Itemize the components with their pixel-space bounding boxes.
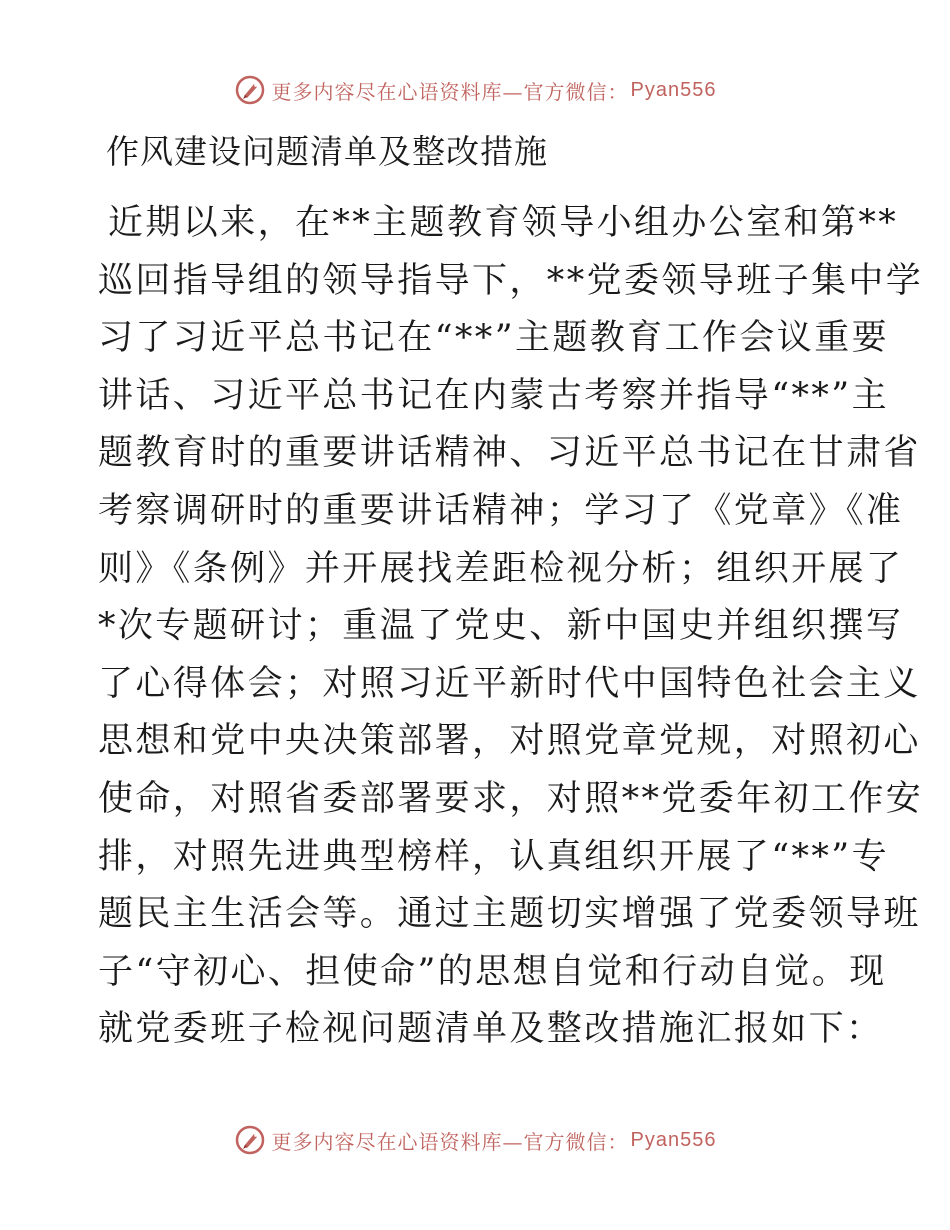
watermark-header: [0, 70, 950, 110]
pen-nib-logo-icon: [234, 74, 266, 106]
body-line: 题民主生活会等。通过主题切实增强了党委领导班: [98, 894, 921, 935]
body-line: 巡回指导组的领导指导下，**党委领导班子集中学: [98, 260, 924, 301]
body-line: 近期以来，在**主题教育领导小组办公室和第**: [108, 203, 899, 243]
watermark-text: 更多内容尽在心语资料库—官方微信：: [271, 79, 629, 104]
body-line: 排，对照先进典型榜样，认真组织开展了“**”专: [98, 836, 889, 877]
document-body: [98, 195, 924, 1059]
body-line: 则》《条例》并开展找差距检视分析；组织开展了: [98, 548, 904, 589]
watermark-text: 更多内容尽在心语资料库—官方微信：: [271, 1129, 629, 1154]
body-line: 习了习近平总书记在“**”主题教育工作会议重要: [98, 318, 889, 359]
watermark-footer: [0, 1120, 950, 1160]
body-line: 讲话、习近平总书记在内蒙古考察并指导“**”主: [98, 375, 889, 416]
watermark-wechat-id: Pyan556: [630, 1128, 717, 1151]
body-line: 子“守初心、担使命”的思想自觉和行动自觉。现: [98, 951, 887, 992]
body-line: 了心得体会；对照习近平新时代中国特色社会主义: [98, 663, 921, 704]
body-line: *次专题研讨；重温了党史、新中国史并组织撰写: [98, 606, 904, 647]
watermark-wechat-id: Pyan556: [630, 78, 717, 101]
body-line: 使命，对照省委部署要求，对照**党委年初工作安: [98, 778, 924, 819]
body-line: 考察调研时的重要讲话精神；学习了《党章》《准: [98, 490, 904, 531]
body-line: 题教育时的重要讲话精神、习近平总书记在甘肃省: [98, 433, 921, 474]
document-title: 作风建设问题清单及整改措施: [106, 132, 548, 171]
body-line: 思想和党中央决策部署，对照党章党规，对照初心: [98, 721, 921, 762]
pen-nib-logo-icon: [234, 1124, 266, 1156]
body-line: 就党委班子检视问题清单及整改措施汇报如下：: [98, 1009, 884, 1050]
